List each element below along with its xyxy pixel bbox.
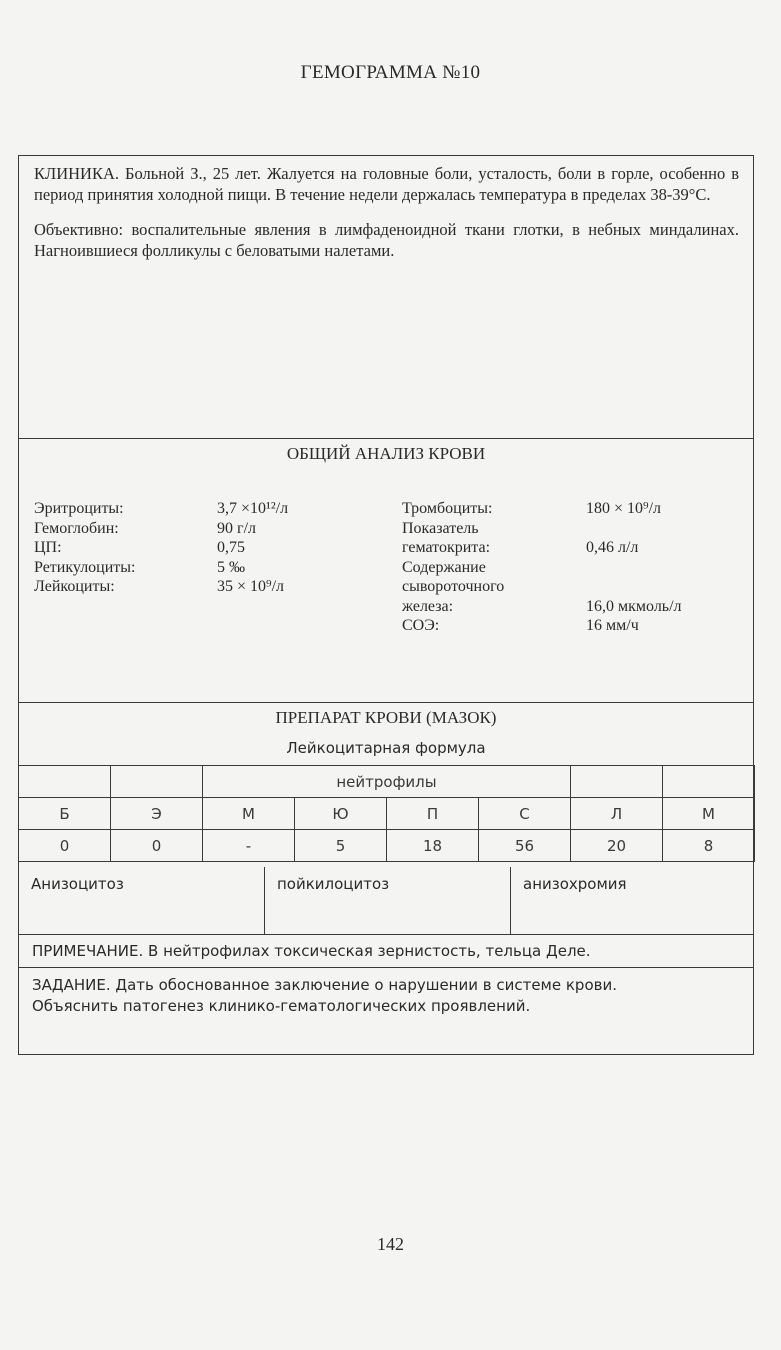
column-header: М	[203, 798, 295, 830]
cbc-section	[19, 439, 753, 703]
cbc-value: 180 × 10⁹/л	[586, 500, 662, 517]
page-number: 142	[377, 1234, 404, 1254]
cbc-value: 5 ‰	[217, 558, 245, 576]
cbc-value: 35 × 10⁹/л	[217, 578, 285, 595]
table-cell: 18	[387, 830, 479, 862]
leukocyte-formula-table	[18, 765, 755, 862]
task-line: Объяснить патогенез клинико-гематологических проявлений.	[32, 997, 531, 1015]
page-title: ГЕМОГРАММА №10	[300, 62, 481, 83]
table-cell: 56	[479, 830, 571, 862]
cbc-value: 16 мм/ч	[586, 617, 639, 634]
cbc-value: 0,46 л/л	[586, 539, 639, 556]
task-line: ЗАДАНИЕ. Дать обоснованное заключение о нарушении в системе крови.	[32, 976, 617, 994]
cbc-value	[586, 577, 682, 597]
column-header: Б	[19, 798, 111, 830]
cbc-label: ЦП:	[34, 539, 62, 556]
table-cell: 8	[663, 830, 755, 862]
column-header: С	[479, 798, 571, 830]
table-cell: -	[203, 830, 295, 862]
cbc-title: ОБЩИЙ АНАЛИЗ КРОВИ	[286, 444, 486, 463]
clinic-section	[19, 156, 753, 439]
anisochromia-cell: анизохромия	[523, 875, 627, 893]
table-cell: 0	[19, 830, 111, 862]
cbc-right-values	[586, 499, 682, 636]
cbc-value	[586, 519, 682, 539]
column-header: Э	[111, 798, 203, 830]
table-cell: 20	[571, 830, 663, 862]
cbc-label: гематокрита:	[402, 539, 491, 556]
cbc-value: 3,7 ×10¹²/л	[217, 500, 289, 517]
cbc-label: сывороточного	[402, 578, 505, 595]
clinic-paragraph: КЛИНИКА. Больной З., 25 лет. Жалуется на головные боли, усталость, боли в горле, особенно в период принятия холодной пищи. В течение недели держалась температура в пределах 38-39°С.	[34, 164, 739, 204]
column-header: Ю	[295, 798, 387, 830]
cbc-left-values	[217, 499, 288, 597]
column-header: П	[387, 798, 479, 830]
table-row	[19, 830, 755, 862]
task-section	[19, 968, 753, 1056]
table-cell	[111, 766, 203, 798]
cbc-value: 0,75	[217, 539, 245, 556]
table-cell	[663, 766, 755, 798]
neutrophils-header: нейтрофилы	[203, 766, 571, 798]
table-header-row	[19, 766, 755, 798]
anisocytosis-cell: Анизоцитоз	[19, 867, 265, 934]
poikilocytosis-cell: пойкилоцитоз	[265, 867, 511, 934]
cbc-label: Тромбоциты:	[402, 500, 493, 517]
cbc-label: Содержание	[402, 558, 486, 576]
smear-section	[19, 703, 753, 936]
table-row	[19, 798, 755, 830]
cbc-label: Показатель	[402, 519, 479, 537]
cbc-label: Ретикулоциты:	[34, 558, 136, 576]
table-cell: 5	[295, 830, 387, 862]
cbc-right-labels	[402, 499, 504, 636]
column-header: М	[663, 798, 755, 830]
cbc-label: железа:	[402, 597, 454, 615]
cbc-left-labels	[34, 499, 135, 597]
morphology-row	[19, 867, 753, 935]
smear-title: ПРЕПАРАТ КРОВИ (МАЗОК)	[275, 708, 497, 727]
cbc-label: Эритроциты:	[34, 500, 124, 517]
cbc-value	[586, 558, 682, 578]
hemogram-card	[18, 155, 754, 1055]
cbc-label: Гемоглобин:	[34, 519, 119, 537]
cbc-label: СОЭ:	[402, 617, 440, 634]
note-section: ПРИМЕЧАНИЕ. В нейтрофилах токсическая зернистость, тельца Деле.	[19, 936, 753, 968]
table-cell	[571, 766, 663, 798]
objective-paragraph: Объективно: воспалительные явления в лимфаденоидной ткани глотки, в небных миндалинах. Нагноившиеся фолликулы с беловатыми налетами.	[34, 220, 739, 260]
column-header: Л	[571, 798, 663, 830]
table-cell: 0	[111, 830, 203, 862]
leukocyte-formula-title: Лейкоцитарная формула	[286, 739, 486, 757]
cbc-value: 90 г/л	[217, 519, 256, 537]
table-cell	[19, 766, 111, 798]
cbc-label: Лейкоциты:	[34, 578, 115, 595]
cbc-value: 16,0 мкмоль/л	[586, 597, 682, 615]
